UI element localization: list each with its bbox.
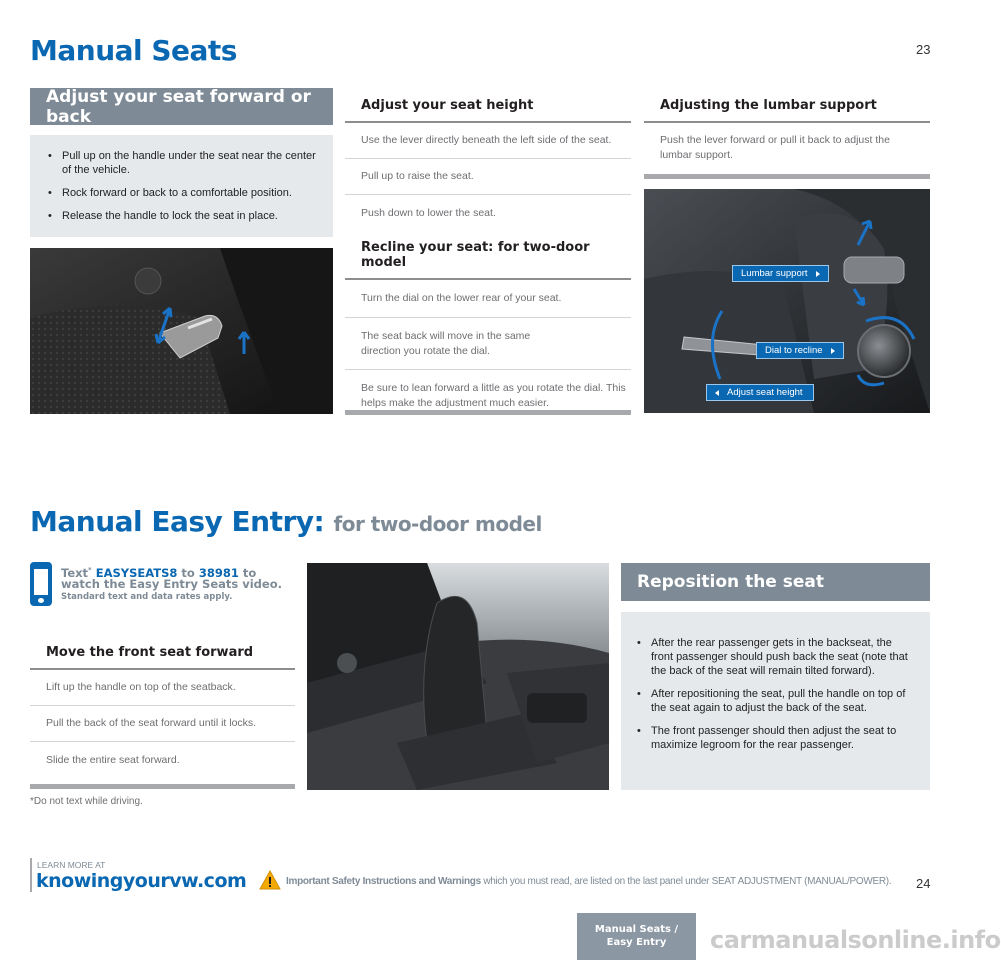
page-title-manual-seats: Manual Seats bbox=[30, 34, 237, 67]
phone-icon bbox=[30, 562, 52, 606]
callout-arrow-icon bbox=[831, 348, 835, 354]
page-number-bottom: 24 bbox=[916, 876, 931, 891]
footer-vertical-rule bbox=[30, 858, 32, 892]
move-forward-section bbox=[30, 645, 295, 778]
move-forward-rule bbox=[30, 784, 295, 789]
move-forward-steps bbox=[30, 670, 295, 778]
dial-recline-label: Dial to recline bbox=[765, 345, 823, 356]
learn-more-label: LEARN MORE AT bbox=[37, 860, 106, 870]
section-tab-line2: Easy Entry bbox=[606, 937, 667, 948]
lumbar-rule bbox=[644, 174, 930, 179]
easy-entry-title-sub: for two-door model bbox=[333, 512, 542, 536]
recline-step: The seat back will move in the same direction you rotate the dial. bbox=[345, 318, 631, 370]
seat-height-step: Use the lever directly beneath the left side of the seat. bbox=[345, 123, 631, 159]
reposition-banner bbox=[621, 563, 930, 601]
car-interior-illustration bbox=[307, 563, 609, 790]
safety-warning-bold: Important Safety Instructions and Warnings bbox=[286, 876, 481, 887]
forward-back-panel bbox=[30, 135, 333, 237]
text-promo-prefix: Text bbox=[61, 565, 89, 580]
forward-back-bullet: • Release the handle to lock the seat in place. bbox=[44, 209, 319, 223]
reposition-bullet: • After repositioning the seat, pull the handle on top of the seat again to adjust the back of the seat. bbox=[633, 687, 912, 715]
dial-recline-callout bbox=[756, 342, 844, 359]
seat-handle-photo bbox=[30, 248, 333, 414]
seat-height-callout bbox=[706, 384, 814, 401]
forward-back-banner bbox=[30, 88, 333, 125]
safety-warning-rest: which you must read, are listed on the last panel under SEAT ADJUSTMENT (MANUAL/POWER). bbox=[483, 876, 892, 887]
car-interior-photo bbox=[307, 563, 609, 790]
lumbar-section bbox=[644, 98, 930, 173]
text-promo bbox=[30, 562, 300, 608]
lumbar-seat-photo bbox=[644, 189, 930, 413]
text-promo-footnote-mark: * bbox=[88, 566, 92, 574]
seat-height-step: Pull up to raise the seat. bbox=[345, 159, 631, 195]
reposition-banner-label: Reposition the seat bbox=[637, 572, 824, 592]
reposition-bullet: • After the rear passenger gets in the backseat, the front passenger should push back the seat (note that the back of the seat will remain tilted forward). bbox=[633, 636, 912, 678]
seat-height-step: Push down to lower the seat. bbox=[361, 206, 496, 219]
move-forward-step: Slide the entire seat forward. bbox=[46, 753, 180, 766]
move-forward-step: Pull the back of the seat forward until it locks. bbox=[30, 706, 295, 742]
text-promo-to: to bbox=[181, 565, 195, 580]
page-number-top: 23 bbox=[916, 42, 931, 57]
seat-height-label: Adjust seat height bbox=[727, 387, 803, 398]
lumbar-support-callout bbox=[732, 265, 829, 282]
safety-warning-text bbox=[286, 876, 891, 887]
lumbar-support-label: Lumbar support bbox=[741, 268, 808, 279]
page-title-easy-entry bbox=[30, 505, 542, 538]
text-promo-line3: Standard text and data rates apply. bbox=[61, 592, 233, 602]
lumbar-heading: Adjusting the lumbar support bbox=[644, 98, 930, 123]
watermark: carmanualsonline.info bbox=[710, 926, 1001, 954]
text-promo-suffix: to bbox=[242, 565, 257, 580]
move-forward-heading: Move the front seat forward bbox=[30, 645, 295, 670]
forward-back-bullet: • Pull up on the handle under the seat near the center of the vehicle. bbox=[44, 149, 319, 177]
reposition-bullet: • The front passenger should then adjust the seat to maximize legroom for the rear passenger. bbox=[633, 724, 912, 752]
seat-height-section bbox=[345, 98, 631, 231]
seat-handle-illustration bbox=[30, 248, 333, 414]
text-promo-number: 38981 bbox=[198, 565, 239, 580]
section-tab-line1: Manual Seats / bbox=[594, 924, 679, 935]
middle-column-rule bbox=[345, 410, 631, 415]
lumbar-seat-illustration bbox=[644, 189, 930, 413]
move-forward-step: Lift up the handle on top of the seatback. bbox=[30, 670, 295, 706]
forward-back-bullet: • Rock forward or back to a comfortable position. bbox=[44, 186, 319, 200]
recline-steps bbox=[345, 280, 631, 422]
section-tab[interactable] bbox=[577, 913, 696, 960]
easy-entry-title-main: Manual Easy Entry: bbox=[30, 505, 325, 538]
forward-back-banner-label: Adjust your seat forward or back bbox=[46, 86, 311, 127]
seat-height-steps bbox=[345, 123, 631, 231]
recline-step: Be sure to lean forward a little as you rotate the dial. This helps make the adjustment much easier. bbox=[361, 382, 626, 409]
recline-heading: Recline your seat: for two-door model bbox=[345, 240, 631, 280]
seat-height-heading: Adjust your seat height bbox=[345, 98, 631, 123]
do-not-text-footnote: *Do not text while driving. bbox=[30, 796, 143, 807]
warning-triangle-icon bbox=[259, 870, 281, 890]
text-promo-line2: watch the Easy Entry Seats video. bbox=[61, 577, 282, 591]
recline-section bbox=[345, 240, 631, 422]
reposition-panel bbox=[621, 612, 930, 790]
callout-arrow-icon bbox=[816, 271, 820, 277]
recline-step: Turn the dial on the lower rear of your seat. bbox=[345, 280, 631, 318]
lumbar-text: Push the lever forward or pull it back to adjust the lumbar support. bbox=[660, 134, 890, 161]
callout-arrow-icon bbox=[715, 390, 719, 396]
knowingyourvw-link[interactable]: knowingyourvw.com bbox=[36, 870, 247, 892]
text-promo-keyword: EASYSEATS8 bbox=[95, 565, 178, 580]
